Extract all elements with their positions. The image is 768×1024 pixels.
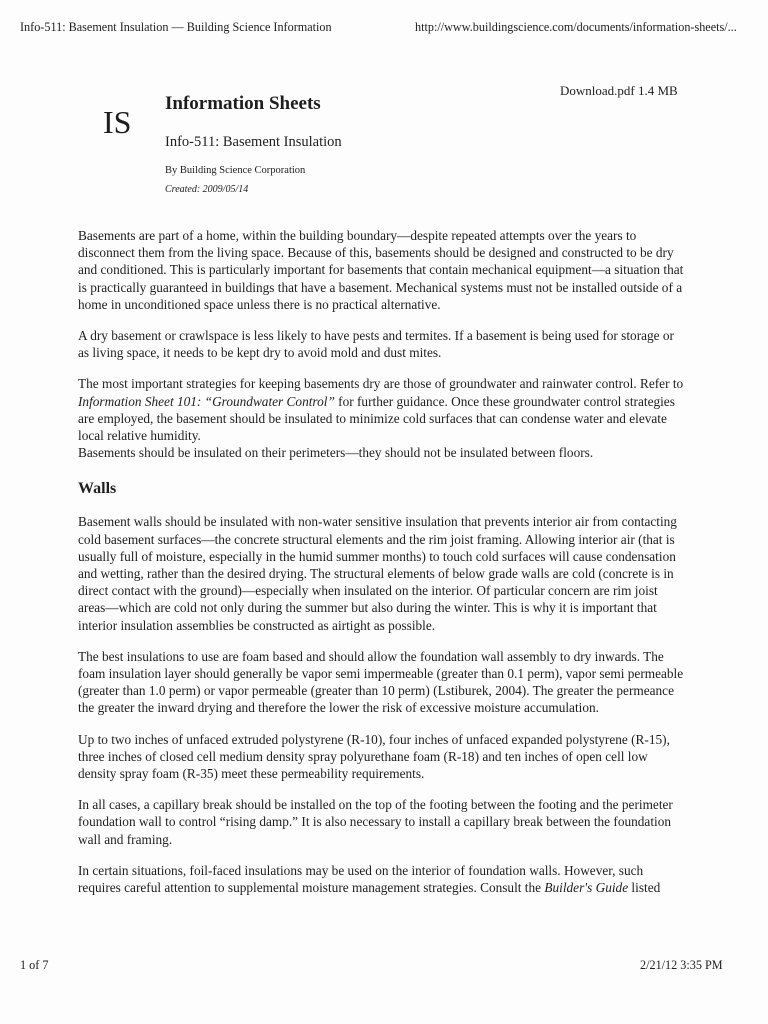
section-heading-walls: Walls (78, 480, 117, 498)
print-footer-page: 1 of 7 (20, 958, 49, 972)
print-header-url: http://www.buildingscience.com/documents/information-sheets/... (415, 20, 737, 34)
page-subtitle: Info-511: Basement Insulation (165, 134, 342, 150)
paragraph: The most important strategies for keeping basements dry are those of groundwater and rainwater control. Refer to Information Sheet 101: “Groundwater Control” for further guidance. Once these groundwater control strategies are employed, the basement should be insulated to minimize cold surfaces that can condense water and elevate local relative humidity. (78, 376, 684, 444)
print-footer-datetime: 2/21/12 3:35 PM (640, 958, 723, 972)
paragraph: Up to two inches of unfaced extruded polystyrene (R-10), four inches of unfaced expanded polystyrene (R-15), three inches of closed cell medium density spray polyurethane foam (R-18) and ten inches of open cell low density spray foam (R-35) meet these permeability requirements. (78, 731, 670, 782)
paragraph: In all cases, a capillary break should be installed on the top of the footing between the footing and the perimeter foundation wall to control “rising damp.” It is also necessary to install a capillary break between the foundation wall and framing. (78, 797, 673, 847)
is-logo: IS (103, 104, 132, 140)
byline: By Building Science Corporation (165, 165, 306, 176)
print-header-title: Info-511: Basement Insulation — Building Science Information (20, 20, 332, 34)
reference-link[interactable]: Builder's Guide (544, 880, 629, 896)
created-date: Created: 2009/05/14 (165, 184, 249, 195)
paragraph: Basements should be insulated on their perimeters—they should not be insulated between floors. (78, 445, 594, 461)
paragraph: Basements are part of a home, within the building boundary—despite repeated attempts over the years to disconnect them from the living space. Because of this, basements should be designed and constructed to be dry and conditioned. This is particularly important for basements that contain mechanical equipment—a situation that is practically guaranteed in buildings that have a basement. Mechanical systems must not be installed outside of a home in unconditioned space unless there is no practical alternative. (78, 228, 684, 312)
reference-link[interactable]: Information Sheet 101: “Groundwater Control” (78, 393, 335, 409)
article-body (78, 227, 688, 896)
download-link[interactable]: Download.pdf 1.4 MB (560, 83, 678, 98)
paragraph: Basement walls should be insulated with non-water sensitive insulation that prevents interior air from contacting cold basement surfaces—the concrete structural elements and the rim joist framing. Allowing interior air (that is usually full of moisture, especially in the humid summer months) to touch cold surfaces will cause condensation and wetting, rather than the desired drying. The structural elements of below grade walls are cold (concrete is in direct contact with the ground)—especially when insulated on the interior. Of particular concern are rim joist areas—which are cold not only during the summer but also during the winter. This is why it is important that interior insulation assemblies be constructed as airtight as possible. (78, 514, 677, 633)
page-title: Information Sheets (165, 93, 321, 114)
paragraph: A dry basement or crawlspace is less likely to have pests and termites. If a basement is being used for storage or as living space, it needs to be kept dry to avoid mold and dust mites. (78, 328, 674, 361)
paragraph: In certain situations, foil-faced insulations may be used on the interior of foundation walls. However, such requires careful attention to supplemental moisture management strategies. Consult the Builder's Guide listed (78, 862, 661, 896)
paragraph: The best insulations to use are foam based and should allow the foundation wall assembly to dry inwards. The foam insulation layer should generally be vapor semi impermeable (greater than 0.1 perm), vapor semi permeable (greater than 1.0 perm) or vapor permeable (greater than 10 perm) (Lstiburek, 2004). The greater the permeance the greater the inward drying and therefore the lower the risk of excessive moisture accumulation. (78, 648, 684, 716)
